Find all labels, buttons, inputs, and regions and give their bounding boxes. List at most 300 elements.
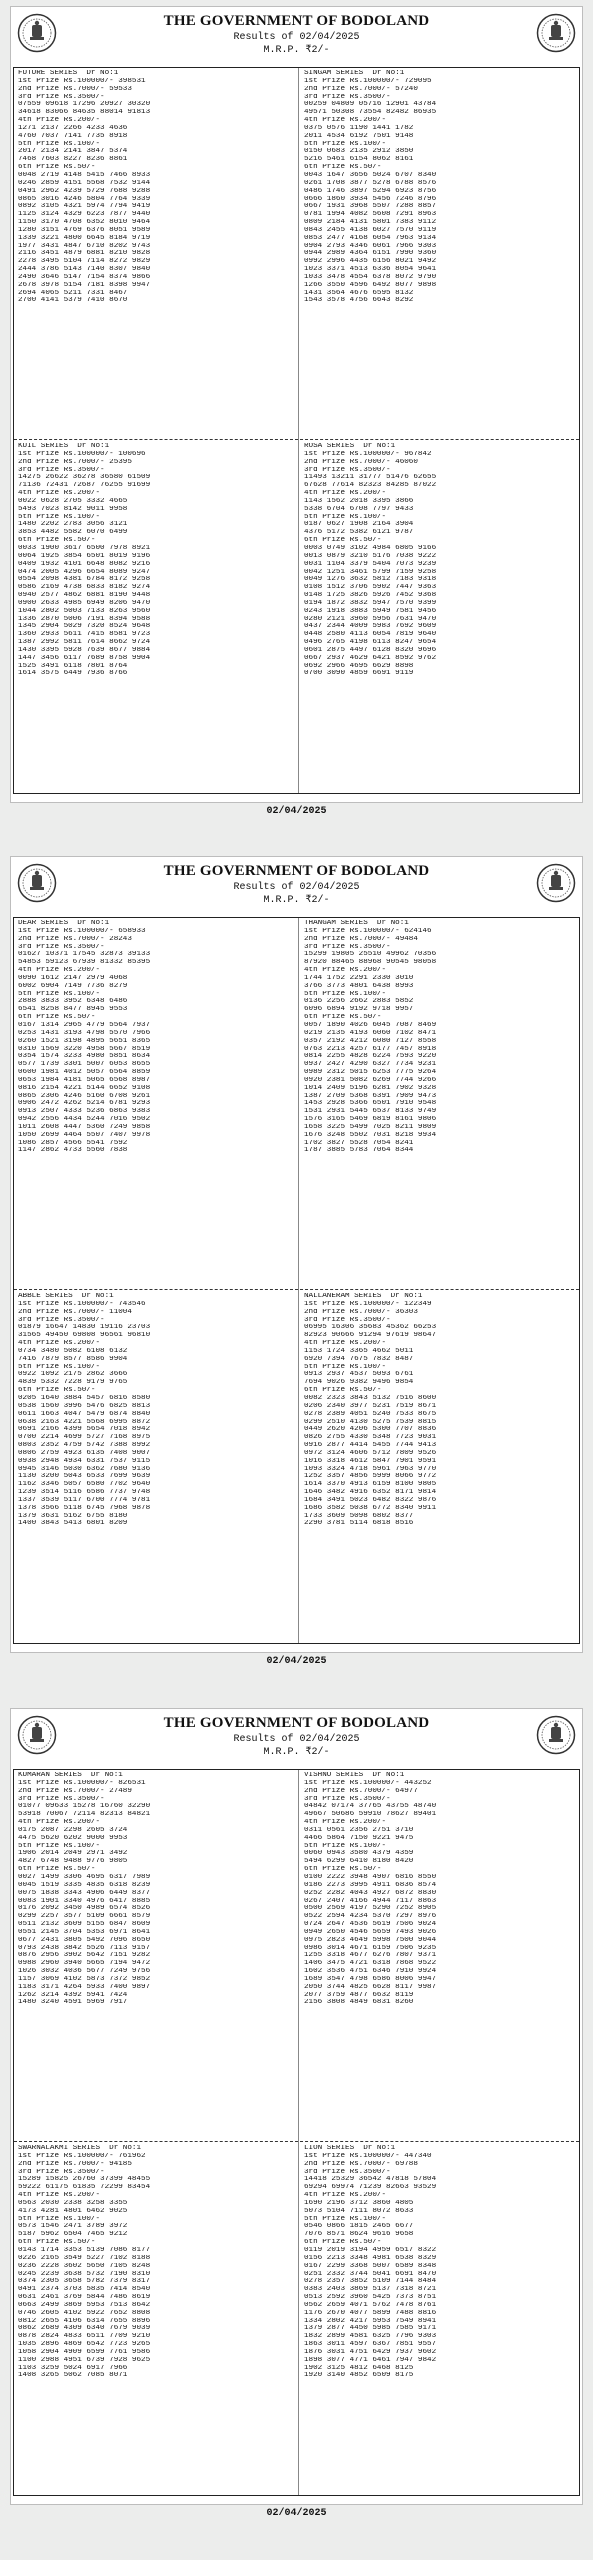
sheet-title: THE GOVERNMENT OF BODOLAND <box>163 1715 430 1731</box>
result-line: 2nd Prize Rs.7000/- 69788 <box>304 2160 418 2168</box>
result-line: 1658 3225 5499 7025 8211 9809 <box>304 1123 437 1131</box>
series-title: KUIL SERIES Dr No:1 <box>18 443 110 450</box>
result-line: 0781 1994 4082 5608 7291 8963 <box>304 211 437 219</box>
result-line: 1400 3843 5413 6801 8209 <box>18 1520 128 1528</box>
result-line: 0003 0749 3102 4984 6805 9166 <box>304 544 437 552</box>
result-line: 0090 1612 2147 2979 4068 <box>18 974 128 982</box>
result-line: 0449 2620 4206 5300 7707 8836 <box>304 1426 437 1434</box>
row-divider <box>14 1289 579 1290</box>
result-line: 0900 2633 4985 6949 8206 9470 <box>18 599 151 607</box>
result-line: 0989 2312 5015 6253 7775 9264 <box>304 1069 437 1077</box>
result-line: 0554 2098 4381 6784 8172 9258 <box>18 576 151 584</box>
result-line: 0496 2765 4198 6113 8247 9654 <box>304 639 437 647</box>
result-line: 0913 2937 4537 5093 6761 <box>304 1371 414 1379</box>
result-line: 0916 2877 4414 5455 7744 9413 <box>304 1442 437 1450</box>
result-line: 0409 1932 4101 6648 8082 9216 <box>18 560 151 568</box>
result-line: 0175 2087 2298 2605 3724 <box>18 1826 128 1834</box>
result-line: 0663 2499 3869 5953 7513 8642 <box>18 2301 151 2309</box>
result-line: 1525 3491 6118 7801 8764 <box>18 662 128 670</box>
result-line: 1271 2137 2266 4233 4636 <box>18 124 128 132</box>
result-line: 2290 3781 5114 6818 8516 <box>304 1520 414 1528</box>
result-line: 2nd Prize Rs.7000/- 46060 <box>304 458 418 466</box>
result-line: 0611 1663 4047 5479 6874 8840 <box>18 1410 151 1418</box>
result-line: 4475 5620 6202 9000 9953 <box>18 1834 128 1842</box>
result-line: 0033 1900 3617 6500 7978 8921 <box>18 544 151 552</box>
result-line: 0251 2332 3744 5041 6691 8470 <box>304 2270 437 2278</box>
result-line: 0064 1925 3854 6501 8019 9196 <box>18 552 151 560</box>
result-line: 0586 2169 4738 6833 8182 9274 <box>18 584 151 592</box>
footer-date: 02/04/2025 <box>266 2508 327 2519</box>
result-line: 0940 2577 4862 6881 8190 9448 <box>18 592 151 600</box>
result-line: 0253 1431 3193 4798 5570 7966 <box>18 1029 151 1037</box>
result-sheet-1 <box>10 6 583 826</box>
result-line: 0246 2859 4151 5568 7532 9144 <box>18 179 151 187</box>
result-line: 0865 3016 4246 5804 7764 9339 <box>18 195 151 203</box>
result-line: 3rd Prize Rs.3500/- <box>304 943 391 951</box>
result-line: 0075 1838 3343 4906 6449 8377 <box>18 1889 151 1897</box>
result-line: 1255 3318 4677 6276 7807 9371 <box>304 1952 437 1960</box>
result-line: 49667 50686 59910 78627 89401 <box>304 1811 437 1819</box>
result-line: 2011 4534 6192 7501 9148 <box>304 132 414 140</box>
result-line: 1614 3370 4913 6159 8100 9805 <box>304 1481 437 1489</box>
results-date: Results of 02/04/2025 <box>233 1734 360 1745</box>
result-line: 1023 3371 4513 6336 8054 9641 <box>304 266 437 274</box>
result-line: 0573 1546 2471 3789 3972 <box>18 2223 128 2231</box>
result-line: 1531 2931 5445 6537 8133 9749 <box>304 1108 437 1116</box>
result-line: 1345 2904 5029 7320 8524 9648 <box>18 623 151 631</box>
result-line: 2nd Prize Rs.7000/- 64977 <box>304 1787 418 1795</box>
result-line: 1408 3265 5062 7085 8071 <box>18 2372 128 2380</box>
result-line: 0942 2556 4434 5244 7016 9502 <box>18 1116 151 1124</box>
result-line: 1689 3547 4798 6586 8006 9947 <box>304 1975 437 1983</box>
result-line: 5th Prize Rs.100/- <box>18 1842 101 1850</box>
result-line: 0205 1640 3884 5457 6816 8580 <box>18 1394 151 1402</box>
result-line: 1447 3456 6117 7689 8758 9904 <box>18 654 151 662</box>
row-divider <box>14 2141 579 2142</box>
result-line: 0653 1984 4181 5065 6568 8987 <box>18 1076 151 1084</box>
result-line: 1576 3165 5469 6819 8161 9806 <box>304 1116 437 1124</box>
result-line: 54853 59123 67939 81332 85395 <box>18 959 151 967</box>
result-line: 5494 6299 6410 8180 8420 <box>304 1858 414 1866</box>
result-line: 3rd Prize Rs.3500/- <box>304 2168 391 2176</box>
result-line: 2278 3495 5104 7114 8272 9829 <box>18 258 151 266</box>
result-line: 1898 3077 4771 6461 7947 9842 <box>304 2356 437 2364</box>
series-block <box>18 1293 292 1528</box>
sheet-title: THE GOVERNMENT OF BODOLAND <box>163 13 430 29</box>
result-line: 3rd Prize Rs.3500/- <box>304 1795 391 1803</box>
result-line: 0299 2510 4130 5275 7539 8815 <box>304 1418 437 1426</box>
state-emblem-icon <box>17 1715 57 1755</box>
result-line: 0551 2145 3704 5353 6971 8641 <box>18 1928 151 1936</box>
result-line: 0143 1714 3353 5139 7086 8177 <box>18 2246 151 2254</box>
series-title: THANGAM SERIES Dr No:1 <box>304 920 409 927</box>
result-line: 1093 3324 4718 5961 7963 9770 <box>304 1465 437 1473</box>
sheet-header <box>11 857 582 917</box>
sheet-header <box>11 1709 582 1769</box>
result-line: 0261 1708 3877 5278 6788 8576 <box>304 179 437 187</box>
result-line: 0491 2374 3703 5835 7414 8540 <box>18 2286 151 2294</box>
result-line: 6th Prize Rs.50/- <box>304 1387 382 1395</box>
result-line: 0045 1519 3335 4835 6318 8239 <box>18 1881 151 1889</box>
result-line: 1st Prize Rs.100000/- 398531 <box>18 77 146 85</box>
result-line: 2888 3833 3952 6348 6486 <box>18 998 128 1006</box>
result-line: 01627 10371 17545 32873 39133 <box>18 951 151 959</box>
result-line: 0667 2937 4629 6421 8592 9762 <box>304 654 437 662</box>
result-line: 1st Prize Rs.100000/- 729095 <box>304 77 432 85</box>
result-line: 1902 3125 4812 6468 8125 <box>304 2364 414 2372</box>
mrp-price: M.R.P. ₹2/- <box>263 45 330 56</box>
result-line: 0862 2689 4309 6340 7679 9039 <box>18 2325 151 2333</box>
result-line: 1430 3395 5928 7639 8677 9884 <box>18 646 151 654</box>
result-line: 5338 6704 6708 7797 9433 <box>304 505 414 513</box>
result-line: 5th Prize Rs.100/- <box>304 513 387 521</box>
result-line: 4376 5172 5382 6121 9787 <box>304 529 414 537</box>
result-line: 3rd Prize Rs.3500/- <box>304 1316 391 1324</box>
result-line: 4th Prize Rs.200/- <box>18 1340 101 1348</box>
result-line: 0972 3124 4606 5712 7809 9526 <box>304 1449 437 1457</box>
result-line: 1387 2992 5811 7614 8662 9724 <box>18 639 151 647</box>
result-line: 0563 2030 2338 3258 3355 <box>18 2199 128 2207</box>
result-line: 1360 2933 5611 7415 8581 9723 <box>18 631 151 639</box>
result-line: 1157 3069 4102 5873 7372 9852 <box>18 1975 151 1983</box>
result-line: 0167 1314 2965 4779 5564 7937 <box>18 1021 151 1029</box>
result-line: 5th Prize Rs.100/- <box>304 140 387 148</box>
result-line: 15289 15825 26760 37399 48455 <box>18 2176 151 2184</box>
result-line: 0878 2824 4833 6511 7709 9210 <box>18 2333 151 2341</box>
result-line: 5th Prize Rs.100/- <box>304 1363 387 1371</box>
result-line: 1406 3475 4721 6318 7868 9522 <box>304 1960 437 1968</box>
result-line: 2700 4141 5379 7410 8670 <box>18 297 128 305</box>
result-line: 0806 2759 4923 6135 7408 9007 <box>18 1449 151 1457</box>
result-line: 1026 3032 4036 5677 7249 9756 <box>18 1968 151 1976</box>
result-line: 2077 3759 4877 6632 8119 <box>304 1991 414 1999</box>
result-line: 4th Prize Rs.200/- <box>18 2192 101 2200</box>
result-line: 2017 2134 2141 3847 5374 <box>18 148 128 156</box>
result-line: 01879 16647 14830 19116 23703 <box>18 1324 151 1332</box>
result-line: 34618 83066 84635 88014 91813 <box>18 109 151 117</box>
result-line: 0600 1981 4012 5057 6564 8859 <box>18 1069 151 1077</box>
result-line: 0826 2755 4330 5348 7723 9031 <box>304 1434 437 1442</box>
result-line: 4th Prize Rs.200/- <box>304 1340 387 1348</box>
result-line: 6th Prize Rs.50/- <box>18 2239 96 2247</box>
result-line: 0136 2256 2662 2883 5852 <box>304 998 414 1006</box>
result-line: 1702 3827 5528 7054 8241 <box>304 1139 414 1147</box>
result-line: 0986 3014 4671 6159 7506 9235 <box>304 1944 437 1952</box>
result-line: 0812 2655 4106 6314 7655 8896 <box>18 2317 151 2325</box>
state-emblem-icon <box>536 1715 576 1755</box>
result-line: 0814 2255 4828 6224 7593 9220 <box>304 1053 437 1061</box>
result-line: 1614 3575 6449 7936 8766 <box>18 670 128 678</box>
result-line: 3766 3773 4801 6438 8993 <box>304 982 414 990</box>
result-line: 6th Prize Rs.50/- <box>18 537 96 545</box>
sheet-header <box>11 7 582 67</box>
result-line: 0700 3090 4859 6691 9119 <box>304 670 414 678</box>
result-line: 2nd Prize Rs.7000/- 27489 <box>18 1787 132 1795</box>
result-line: 0700 2214 4699 5727 7168 8975 <box>18 1434 151 1442</box>
result-line: 04842 07174 37765 43755 48740 <box>304 1803 437 1811</box>
result-line: 1130 3200 5043 6533 7699 9639 <box>18 1473 151 1481</box>
result-line: 6th Prize Rs.50/- <box>18 164 96 172</box>
result-line: 2116 3451 4879 6881 8210 9828 <box>18 250 151 258</box>
result-line: 0631 2461 3769 5844 7486 8619 <box>18 2294 151 2302</box>
result-line: 0082 2323 3843 5132 7516 8600 <box>304 1394 437 1402</box>
result-line: 6th Prize Rs.50/- <box>304 1014 382 1022</box>
result-line: 0793 2438 3842 5526 7113 9157 <box>18 1944 151 1952</box>
result-line: 2nd Prize Rs.7000/- 11004 <box>18 1308 132 1316</box>
result-line: 0022 0628 2705 3332 4665 <box>18 497 128 505</box>
result-line: 1252 3357 4856 5999 8066 9772 <box>304 1473 437 1481</box>
result-line: 5073 5104 7111 8072 8633 <box>304 2207 414 2215</box>
state-emblem-icon <box>17 863 57 903</box>
result-line: 4173 4281 4801 6462 9025 <box>18 2207 128 2215</box>
result-line: 4th Prize Rs.200/- <box>304 117 387 125</box>
result-line: 0734 3480 5082 6108 6132 <box>18 1347 128 1355</box>
result-line: 1st Prize Rs.100000/- 967842 <box>304 450 432 458</box>
results-date: Results of 02/04/2025 <box>233 882 360 893</box>
result-line: 5th Prize Rs.100/- <box>18 1363 101 1371</box>
result-line: 4760 7037 7141 7735 8918 <box>18 132 128 140</box>
result-line: 0310 1569 3220 4958 5667 8519 <box>18 1045 151 1053</box>
result-line: 0491 2962 4239 5729 7688 9288 <box>18 187 151 195</box>
series-title: KUMARAN SERIES Dr No:1 <box>18 1772 123 1779</box>
result-line: 3853 4482 5582 6070 6499 <box>18 529 128 537</box>
result-line: 0691 2166 4399 5654 7018 8942 <box>18 1426 151 1434</box>
result-line: 0803 2352 4759 5742 7388 8992 <box>18 1442 151 1450</box>
result-line: 0474 2005 4296 6654 8089 9247 <box>18 568 151 576</box>
series-block <box>18 70 292 305</box>
result-line: 0945 3146 5030 6362 7680 9136 <box>18 1465 151 1473</box>
result-line: 14275 26622 36278 36580 61509 <box>18 474 151 482</box>
result-line: 0243 1918 3883 5949 7581 9456 <box>304 607 437 615</box>
result-line: 6th Prize Rs.50/- <box>18 1387 96 1395</box>
result-line: 0260 1521 3198 4895 5651 8365 <box>18 1037 151 1045</box>
result-line: 0383 2403 3869 5137 7318 8721 <box>304 2286 437 2294</box>
result-line: 0083 1901 3340 4976 6417 8885 <box>18 1897 151 1905</box>
series-block <box>18 2145 292 2380</box>
result-line: 0562 2659 4071 5762 7478 8761 <box>304 2301 437 2309</box>
result-line: 31565 49450 69808 96561 96810 <box>18 1332 151 1340</box>
result-line: 1684 3491 5023 6482 8322 9876 <box>304 1496 437 1504</box>
result-line: 0013 0879 3210 5176 7038 9222 <box>304 552 437 560</box>
result-line: 0280 2121 3960 5956 7631 9470 <box>304 615 437 623</box>
result-line: 0156 2213 3348 4981 6538 8329 <box>304 2254 437 2262</box>
result-line: 6th Prize Rs.50/- <box>18 1866 96 1874</box>
result-line: 0206 2340 3977 5231 7519 8671 <box>304 1402 437 1410</box>
footer-date: 02/04/2025 <box>266 1656 327 1667</box>
result-line: 1011 2608 4447 5360 7249 9858 <box>18 1123 151 1131</box>
series-title: VISHNU SERIES Dr No:1 <box>304 1772 405 1779</box>
result-line: 06995 16306 35683 45362 66253 <box>304 1324 437 1332</box>
result-sheet-3 <box>10 1708 583 2528</box>
result-line: 1787 3885 5783 7064 8344 <box>304 1147 414 1155</box>
result-line: 1480 3240 4591 5969 7917 <box>18 1999 128 2007</box>
result-line: 0100 2222 3948 4907 6816 8550 <box>304 1873 437 1881</box>
result-line: 0486 1746 3897 5294 6923 8756 <box>304 187 437 195</box>
result-line: 0252 2282 4043 4927 6872 8830 <box>304 1889 437 1897</box>
result-line: 1st Prize Rs.100000/- 761962 <box>18 2152 146 2160</box>
result-line: 4th Prize Rs.200/- <box>304 2192 387 2200</box>
result-line: 0937 2427 4290 6327 7734 9231 <box>304 1061 437 1069</box>
result-line: 0922 1092 2175 2862 3666 <box>18 1371 128 1379</box>
result-line: 71136 72431 72687 76255 91699 <box>18 482 151 490</box>
result-line: 1143 1562 2018 3395 3866 <box>304 497 414 505</box>
results-panel <box>13 67 580 794</box>
column-divider <box>298 68 299 793</box>
result-line: 0920 2381 5082 6269 7744 9266 <box>304 1076 437 1084</box>
result-line: 1733 3609 5098 6802 8377 <box>304 1512 414 1520</box>
result-line: 0299 2257 3577 5109 6661 8579 <box>18 1913 151 1921</box>
result-line: 1103 3259 5024 6917 7966 <box>18 2364 128 2372</box>
result-line: 4827 6748 9488 9776 9805 <box>18 1858 128 1866</box>
result-line: 2nd Prize Rs.7000/- 94185 <box>18 2160 132 2168</box>
result-line: 0119 2019 3194 4959 6517 8322 <box>304 2246 437 2254</box>
result-line: 1453 2928 5366 6501 7910 9548 <box>304 1100 437 1108</box>
result-line: 0892 3105 4321 5974 7794 9419 <box>18 203 151 211</box>
result-line: 4th Prize Rs.200/- <box>304 1819 387 1827</box>
result-line: 01077 09633 15278 16760 32290 <box>18 1803 151 1811</box>
series-title: ABBLE SERIES Dr No:1 <box>18 1293 114 1300</box>
series-block <box>18 920 292 1155</box>
result-line: 1050 2699 4464 5507 7407 9978 <box>18 1131 151 1139</box>
series-title: DEAR SERIES Dr No:1 <box>18 920 110 927</box>
result-line: 4th Prize Rs.200/- <box>18 117 101 125</box>
series-title: LION SERIES Dr No:1 <box>304 2145 396 2152</box>
result-line: 82923 90666 91294 97619 98647 <box>304 1332 437 1340</box>
result-line: 0043 1647 3656 5024 6707 8340 <box>304 171 437 179</box>
result-line: 1379 3631 5162 6755 8180 <box>18 1512 128 1520</box>
result-line: 0267 2407 4166 4944 7117 8863 <box>304 1897 437 1905</box>
series-title: ROSA SERIES Dr No:1 <box>304 443 396 450</box>
result-line: 3rd Prize Rs.3500/- <box>18 93 105 101</box>
result-line: 2694 4065 5211 7331 8467 <box>18 289 128 297</box>
result-line: 0577 1739 3301 5007 6053 8655 <box>18 1061 151 1069</box>
result-line: 1st Prize Rs.100000/- 443252 <box>304 1779 432 1787</box>
result-line: 1st Prize Rs.100000/- 100696 <box>18 450 146 458</box>
result-line: 87920 88465 88968 90545 98058 <box>304 959 437 967</box>
result-line: 0027 1499 3306 4695 6317 7989 <box>18 1873 151 1881</box>
result-sheet-2 <box>10 856 583 1676</box>
row-divider <box>14 439 579 440</box>
result-line: 0546 0866 1815 2465 6677 <box>304 2223 414 2231</box>
result-line: 1033 3478 4554 6378 8072 9790 <box>304 273 437 281</box>
result-line: 1337 3539 5117 6700 7774 9781 <box>18 1496 151 1504</box>
result-line: 0638 2163 4221 5568 6995 8872 <box>18 1418 151 1426</box>
result-card <box>10 1708 583 2505</box>
result-line: 0187 0627 1908 2164 3904 <box>304 521 414 529</box>
result-line: 5th Prize Rs.100/- <box>18 2215 101 2223</box>
result-line: 0876 2956 3902 5642 7151 9282 <box>18 1952 151 1960</box>
result-line: 3rd Prize Rs.3500/- <box>18 1795 105 1803</box>
series-block <box>304 2145 578 2380</box>
result-line: 0538 1560 3996 5476 6825 8813 <box>18 1402 151 1410</box>
result-line: 0746 2605 4102 5922 7652 8808 <box>18 2309 151 2317</box>
result-line: 2050 3744 4825 6628 8117 9987 <box>304 1983 437 1991</box>
result-line: 0667 1931 3968 5507 7288 8857 <box>304 203 437 211</box>
result-line: 15299 19805 25510 49962 70356 <box>304 951 437 959</box>
result-line: 1016 3318 4612 5847 7901 9591 <box>304 1457 437 1465</box>
result-line: 1st Prize Rs.100000/- 658933 <box>18 927 146 935</box>
result-line: 7416 7879 8577 8586 9904 <box>18 1355 128 1363</box>
result-line: 0843 2455 4138 6027 7570 9119 <box>304 226 437 234</box>
column-divider <box>298 1770 299 2495</box>
result-line: 3rd Prize Rs.3500/- <box>18 1316 105 1324</box>
result-line: 0031 1104 3379 5404 7073 9239 <box>304 560 437 568</box>
result-line: 0194 1872 3832 5947 7570 9399 <box>304 599 437 607</box>
result-line: 7468 7603 8227 8236 8861 <box>18 156 128 164</box>
result-line: 1st Prize Rs.100000/- 743546 <box>18 1300 146 1308</box>
result-line: 0949 2650 4546 5659 7493 9026 <box>304 1928 437 1936</box>
result-line: 1147 2862 4733 5560 7838 <box>18 1147 128 1155</box>
result-line: 0057 1890 4026 6045 7087 8469 <box>304 1021 437 1029</box>
result-line: 1431 3564 4676 6595 8132 <box>304 289 414 297</box>
result-line: 5th Prize Rs.100/- <box>304 2215 387 2223</box>
result-line: 1239 3514 5116 6586 7737 9748 <box>18 1489 151 1497</box>
result-line: 0357 2192 4212 6080 7127 8558 <box>304 1037 437 1045</box>
result-line: 0245 2239 3638 5732 7190 8310 <box>18 2270 151 2278</box>
result-line: 1336 2870 5006 7191 8394 9588 <box>18 615 151 623</box>
state-emblem-icon <box>536 863 576 903</box>
result-line: 2156 3808 4849 6831 8260 <box>304 1999 414 2007</box>
result-line: 0311 0561 2356 2751 3710 <box>304 1826 414 1834</box>
result-line: 4th Prize Rs.200/- <box>304 967 387 975</box>
state-emblem-icon <box>536 13 576 53</box>
result-line: 2nd Prize Rs.7000/- 57240 <box>304 85 418 93</box>
result-line: 53918 70067 72114 82313 84821 <box>18 1811 151 1819</box>
result-line: 0677 2431 3805 5492 7096 8650 <box>18 1936 151 1944</box>
result-line: 5th Prize Rs.100/- <box>304 1842 387 1850</box>
result-line: 0167 2299 3368 5007 6589 8348 <box>304 2262 437 2270</box>
result-line: 1977 3431 4847 6710 8202 9743 <box>18 242 151 250</box>
result-line: 5th Prize Rs.100/- <box>18 513 101 521</box>
result-line: 1st Prize Rs.100000/- 624146 <box>304 927 432 935</box>
result-line: 4466 5864 7150 9221 9475 <box>304 1834 414 1842</box>
series-title: SWARNALAKMI SERIES Dr No:1 <box>18 2145 142 2152</box>
result-line: 0278 2389 4051 5240 7533 8675 <box>304 1410 437 1418</box>
result-line: 2444 3786 5143 7140 8307 9840 <box>18 266 151 274</box>
result-line: 5493 7023 8142 9011 9958 <box>18 505 128 513</box>
result-line: 3rd Prize Rs.3500/- <box>18 2168 105 2176</box>
result-line: 0906 2472 4262 5214 6781 9293 <box>18 1100 151 1108</box>
series-title: FUTURE SERIES Dr No:1 <box>18 70 119 77</box>
result-line: 6002 6904 7149 7736 8279 <box>18 982 128 990</box>
result-line: 0666 1860 3934 5456 7246 8796 <box>304 195 437 203</box>
result-line: 1058 2904 4909 6599 7761 9586 <box>18 2348 151 2356</box>
result-line: 1266 3550 4596 6492 8077 9898 <box>304 281 437 289</box>
result-line: 1906 2014 2049 2971 3492 <box>18 1850 128 1858</box>
result-line: 0500 2569 4197 5290 7252 8905 <box>304 1905 437 1913</box>
result-line: 14418 25329 36542 47818 57804 <box>304 2176 437 2184</box>
column-divider <box>298 918 299 1643</box>
series-block <box>304 1293 578 1528</box>
sheet-title: THE GOVERNMENT OF BODOLAND <box>163 863 430 879</box>
result-line: 1744 1752 2291 2330 3010 <box>304 974 414 982</box>
result-line: 0601 2875 4497 6128 8320 9696 <box>304 646 437 654</box>
result-line: 0522 2594 4234 5370 7297 8976 <box>304 1913 437 1921</box>
results-panel <box>13 1769 580 2496</box>
result-line: 6th Prize Rs.50/- <box>304 537 382 545</box>
result-line: 0219 2135 4193 6060 7102 8471 <box>304 1029 437 1037</box>
result-line: 0150 0683 2135 2912 3850 <box>304 148 414 156</box>
result-line: 5216 5461 6154 8062 8161 <box>304 156 414 164</box>
result-line: 5th Prize Rs.100/- <box>304 990 387 998</box>
result-line: 11493 13211 31777 51476 62655 <box>304 474 437 482</box>
result-line: 1387 2709 5368 6391 7909 9473 <box>304 1092 437 1100</box>
result-line: 1162 3346 5057 6580 7702 9640 <box>18 1481 151 1489</box>
result-line: 2678 3978 5154 7181 8398 9947 <box>18 281 151 289</box>
result-line: 1832 2899 4581 6325 7796 9303 <box>304 2333 437 2341</box>
result-line: 69294 69974 71239 82663 93529 <box>304 2184 437 2192</box>
result-line: 07559 09618 17296 20927 30320 <box>18 101 151 109</box>
